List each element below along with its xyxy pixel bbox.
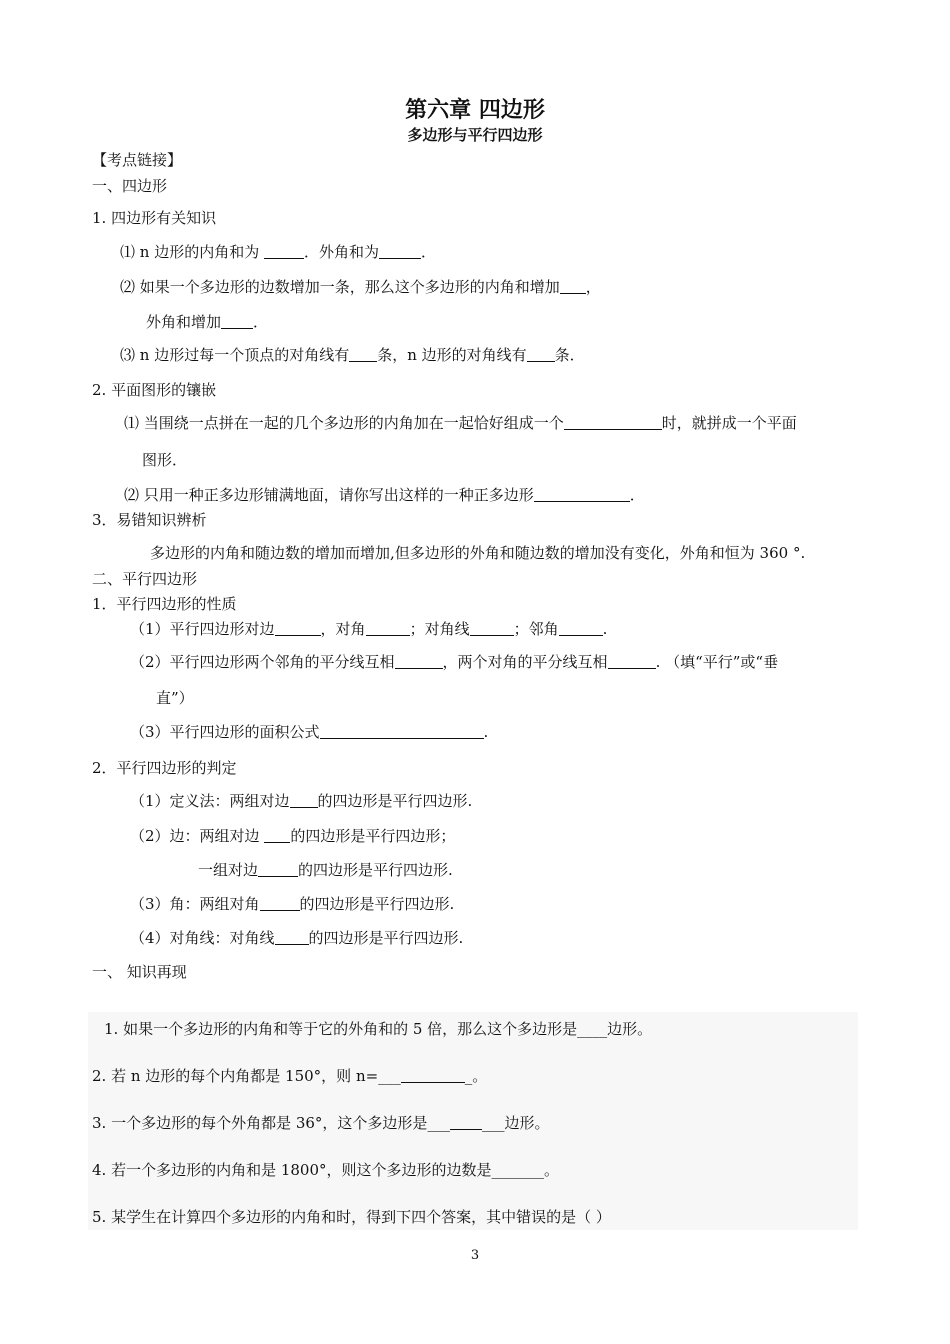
criteria-heading: 2．平行四边形的判定	[92, 759, 237, 777]
answer-blank	[534, 485, 630, 502]
exercise-4: 4. 若一个多边形的内角和是 1800°，则这个多边形的边数是_______。	[92, 1161, 560, 1179]
knowledge-1-item-3: ⑶ n 边形过每一个顶点的对角线有 条，n 边形的对角线有 条．	[120, 346, 585, 364]
knowledge-2-item-1-cont: 图形．	[142, 451, 188, 469]
knowledge-2-item-2: ⑵ 只用一种正多边形铺满地面，请你写出这样的一种正多边形 ．	[124, 486, 645, 504]
criteria-item-1: （1）定义法：两组对边 的四边形是平行四边形.	[130, 792, 473, 810]
page-number: 3	[470, 1248, 480, 1263]
answer-blank	[275, 619, 321, 636]
answer-blank	[320, 722, 484, 739]
knowledge-1-item-2: ⑵ 如果一个多边形的边数增加一条，那么这个多边形的内角和增加 ，	[120, 278, 601, 296]
knowledge-2-heading: 2. 平面图形的镶嵌	[92, 381, 217, 399]
section-link-heading: 【考点链接】	[92, 151, 183, 169]
answer-blank	[379, 242, 421, 259]
knowledge-3-text: 多边形的内角和随边数的增加而增加,但多边形的外角和随边数的增加没有变化，外角和恒为 360 °.	[150, 544, 806, 562]
knowledge-review-heading: 一、 知识再现	[92, 963, 187, 981]
exercise-5: 5. 某学生在计算四个多边形的内角和时，得到下四个答案，其中错误的是（ ）	[92, 1208, 611, 1226]
knowledge-1-heading: 1. 四边形有关知识	[92, 209, 217, 227]
criteria-item-4: （4）对角线：对角线 的四边形是平行四边形.	[130, 929, 464, 947]
property-item-2-cont: 直”）	[156, 689, 194, 707]
property-item-3: （3）平行四边形的面积公式 .	[130, 723, 489, 741]
knowledge-2-item-1: ⑴ 当围绕一点拼在一起的几个多边形的内角加在一起恰好组成一个 时，就拼成一个平面	[124, 414, 797, 432]
criteria-item-2: （2）边：两组对边 的四边形是平行四边形；	[130, 827, 456, 845]
exercise-3: 3. 一个多边形的每个外角都是 36°，这个多边形是___ ___边形。	[92, 1114, 550, 1132]
answer-blank	[290, 791, 318, 808]
page-title: 第六章 四边形	[405, 97, 545, 123]
answer-blank	[264, 826, 290, 843]
answer-blank	[608, 652, 656, 669]
answer-blank	[275, 928, 309, 945]
answer-blank	[349, 345, 377, 362]
answer-blank	[450, 1113, 482, 1130]
answer-blank	[401, 1066, 465, 1083]
knowledge-1-item-2-cont: 外角和增加 ．	[146, 313, 269, 331]
answer-blank	[560, 277, 586, 294]
knowledge-1-item-1: ⑴ n 边形的内角和为 ．外角和为 ．	[120, 243, 436, 261]
answer-blank	[559, 619, 603, 636]
section-parallelogram-heading: 二、平行四边形	[92, 570, 198, 588]
answer-blank	[527, 345, 555, 362]
answer-blank	[264, 242, 304, 259]
answer-blank	[470, 619, 514, 636]
answer-blank	[395, 652, 443, 669]
property-item-2: （2）平行四边形两个邻角的平分线互相 ，两个对角的平分线互相 . （填“平行”或“垂	[130, 653, 779, 671]
section-quadrilateral-heading: 一、四边形	[92, 177, 168, 195]
property-item-1: （1）平行四边形对边 ，对角 ；对角线 ；邻角 .	[130, 620, 608, 638]
criteria-item-3: （3）角：两组对角 的四边形是平行四边形.	[130, 895, 455, 913]
answer-blank	[258, 860, 298, 877]
answer-blank	[366, 619, 410, 636]
property-heading: 1．平行四边形的性质	[92, 595, 237, 613]
answer-blank	[564, 413, 662, 430]
exercise-1: 1. 如果一个多边形的内角和等于它的外角和的 5 倍，那么这个多边形是____边形。	[104, 1020, 653, 1038]
knowledge-3-heading: 3．易错知识辨析	[92, 511, 207, 529]
answer-blank	[221, 312, 253, 329]
page-subtitle: 多边形与平行四边形	[407, 126, 543, 144]
exercise-2: 2. 若 n 边形的每个内角都是 150°，则 n=___ _。	[92, 1067, 488, 1085]
criteria-item-2-cont: 一组对边 的四边形是平行四边形.	[198, 861, 453, 879]
answer-blank	[260, 894, 300, 911]
